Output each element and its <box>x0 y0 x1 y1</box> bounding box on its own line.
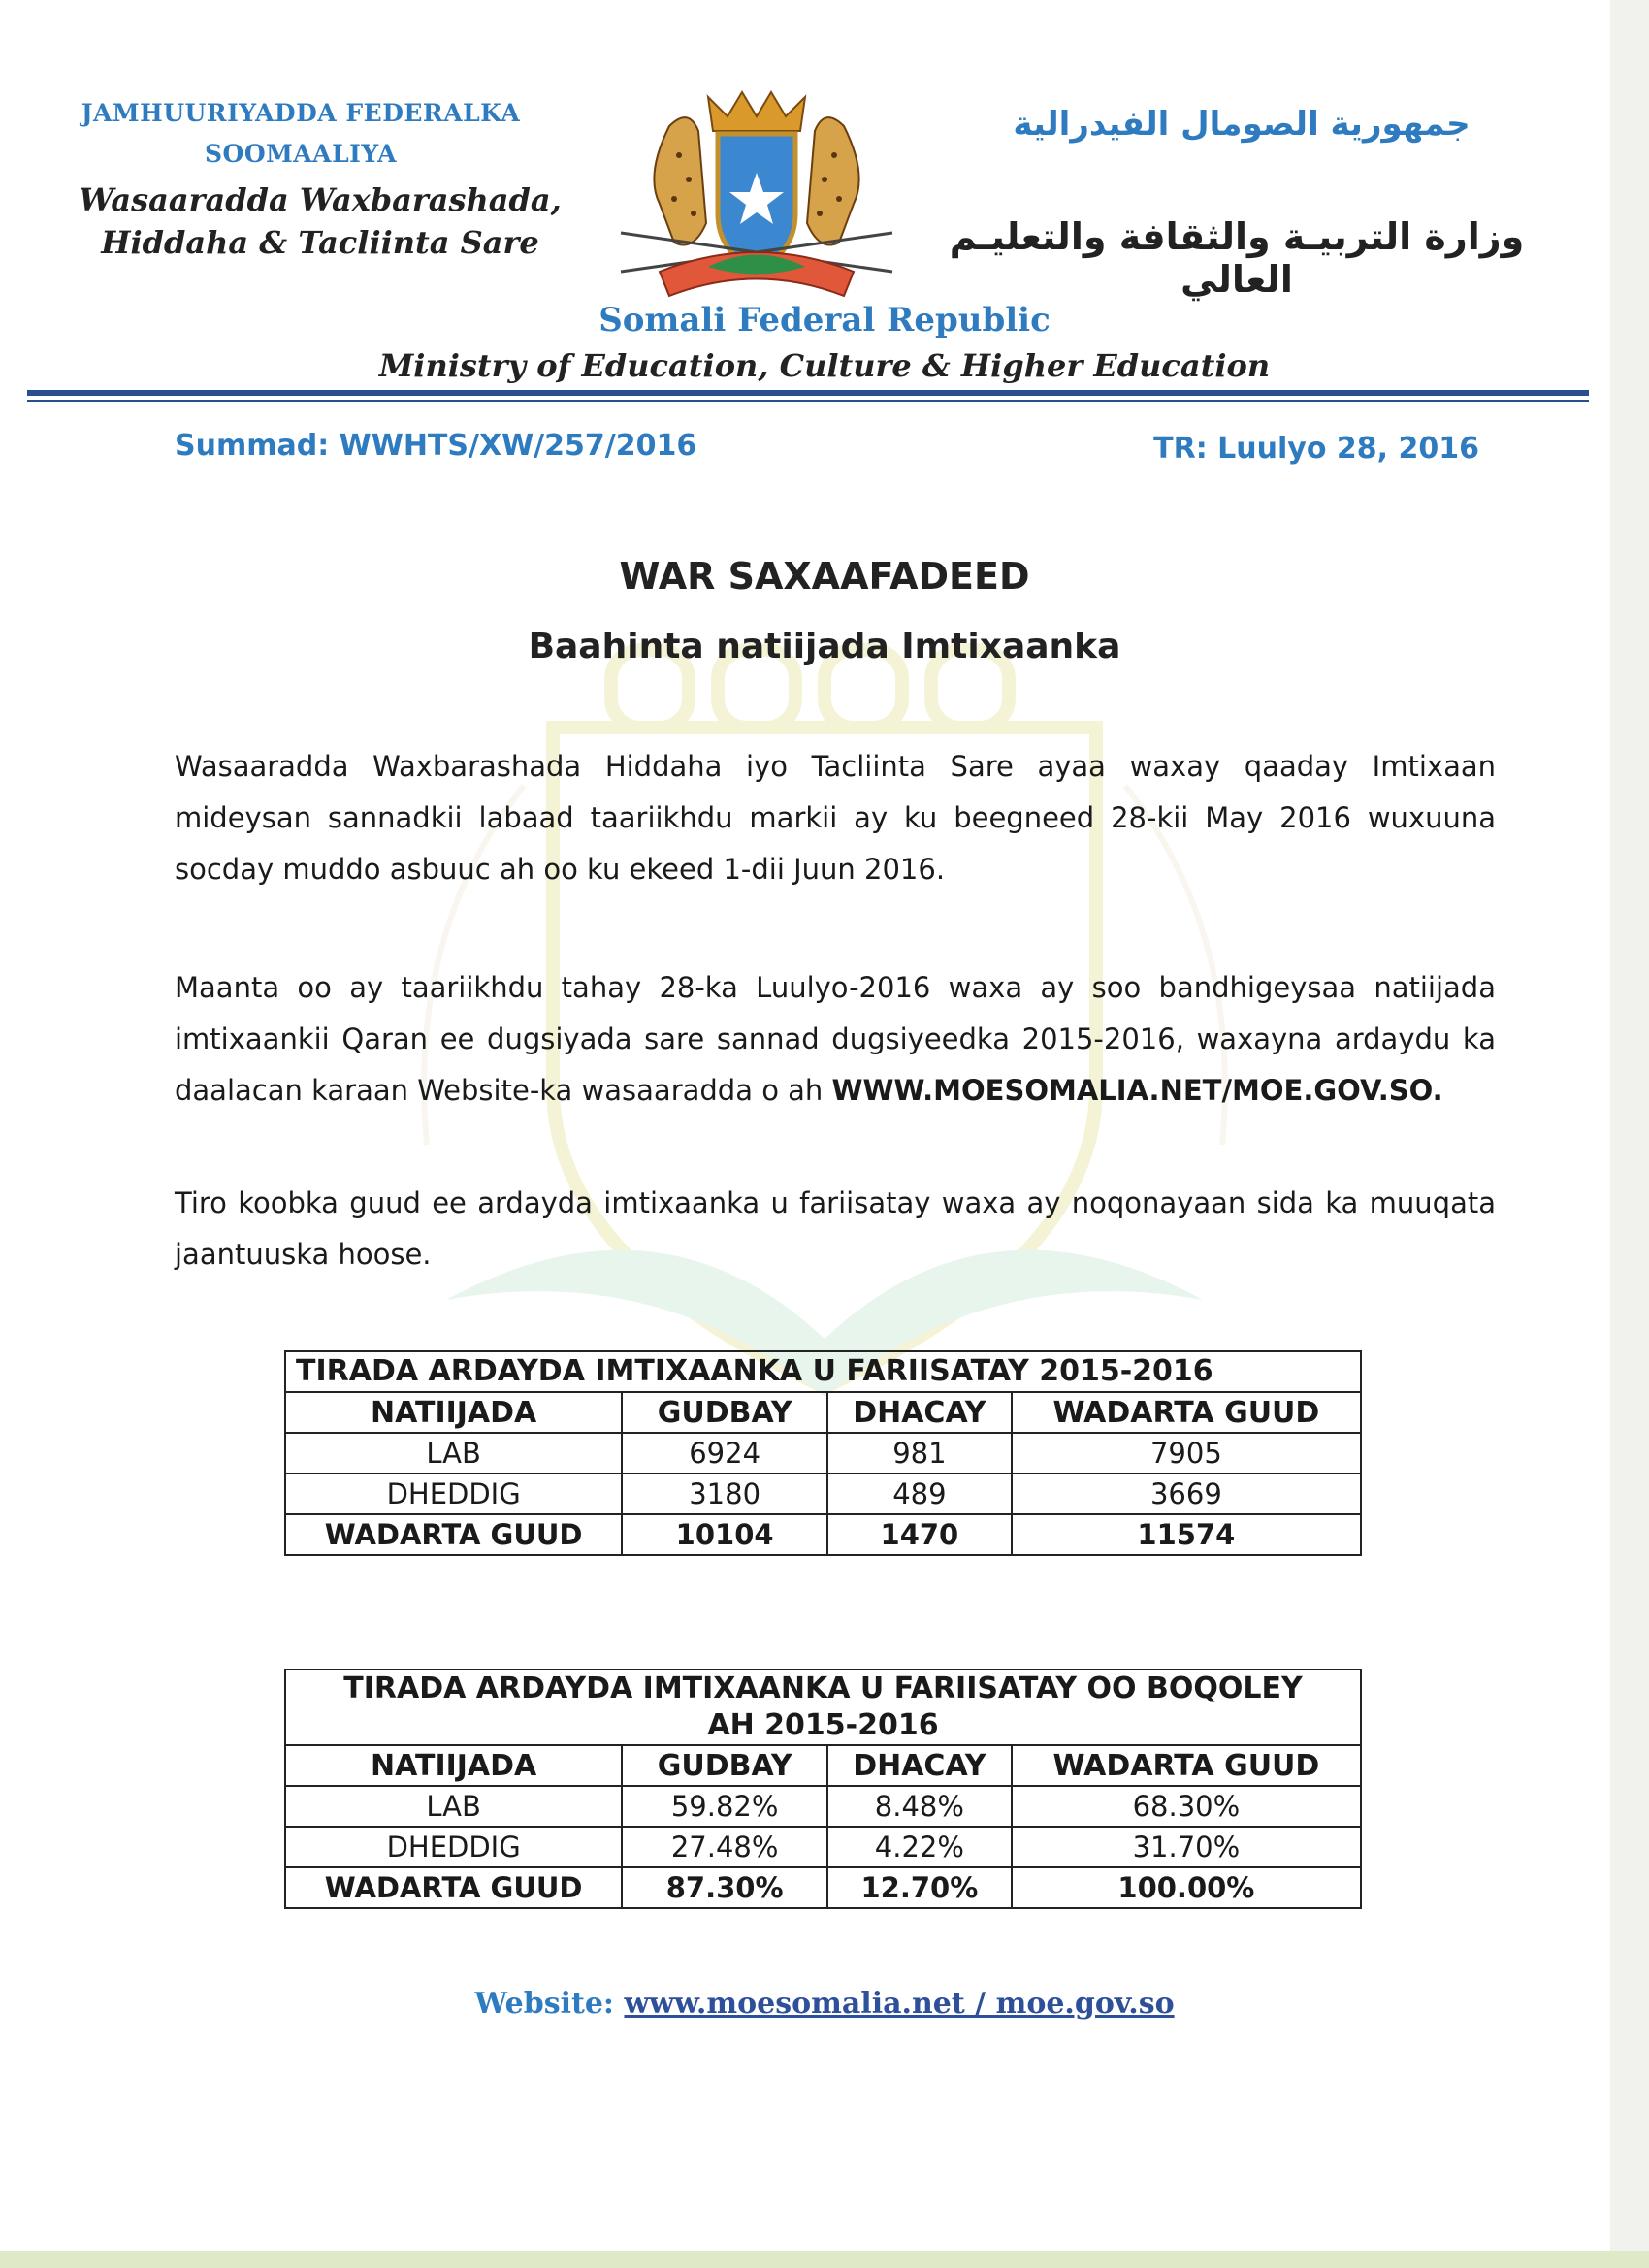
header-wadarta: WADARTA GUUD <box>1012 1745 1361 1786</box>
website-link[interactable]: www.moesomalia.net / moe.gov.so <box>624 1987 1175 2021</box>
row-label: WADARTA GUUD <box>285 1514 622 1555</box>
table-total-row <box>285 1514 1361 1555</box>
cell-gudbay: 10104 <box>622 1514 827 1555</box>
ministry-line-2: Hiddaha & Tacliinta Sare <box>101 224 539 261</box>
paragraph-3: Tiro koobka guud ee ardayda imtixaanka u fariisatay waxa ay noqonayaan sida ka muuqata jaantuuska hoose. <box>175 1186 1496 1271</box>
table-total-row <box>285 1867 1361 1908</box>
cell-gudbay: 6924 <box>622 1433 827 1474</box>
cell-wadarta: 100.00% <box>1012 1867 1361 1908</box>
letterhead-republic-english: Somali Federal Republic <box>598 301 1051 340</box>
country-line-1: JAMHUURIYADDA FEDERALKA <box>81 99 521 127</box>
letterhead-divider-thin <box>27 400 1589 402</box>
row-label: DHEDDIG <box>285 1474 622 1514</box>
header-gudbay: GUDBAY <box>622 1745 827 1786</box>
document-title: WAR SAXAAFADEED <box>619 555 1030 598</box>
paragraph-2-text: Maanta oo ay taariikhdu tahay 28-ka Luulyo-2016 waxa ay soo bandhigeysaa natiijada imtixaankii Qaran ee dugsiyada sare sannad dugsiyeedka 2015-2016, waxayna ardaydu ka daalacan karaan Website-ka wasaaradda o ah <box>175 971 1496 1107</box>
footer-website <box>291 1987 1358 2021</box>
ministry-line-1: Wasaaradda Waxbarashada, <box>79 181 562 218</box>
results-percentage-table <box>284 1669 1362 1909</box>
header-natiijada: NATIIJADA <box>285 1745 622 1786</box>
reference-number: Summad: WWHTS/XW/257/2016 <box>175 429 697 463</box>
header-wadarta: WADARTA GUUD <box>1012 1392 1361 1433</box>
country-line-2: SOOMAALIYA <box>205 140 397 168</box>
caption-line-2: AH 2015-2016 <box>707 1708 939 1742</box>
header-natiijada: NATIIJADA <box>285 1392 622 1433</box>
cell-dhacay: 8.48% <box>827 1786 1012 1827</box>
document-subtitle: Baahinta natiijada Imtixaanka <box>528 627 1121 666</box>
header-dhacay: DHACAY <box>827 1392 1012 1433</box>
table-row <box>285 1433 1361 1474</box>
row-label: LAB <box>285 1786 622 1827</box>
page-edge-bottom <box>0 2251 1649 2268</box>
row-label: LAB <box>285 1433 622 1474</box>
cell-wadarta: 68.30% <box>1012 1786 1361 1827</box>
page-edge <box>1610 0 1649 2268</box>
header-gudbay: GUDBAY <box>622 1392 827 1433</box>
table-caption <box>285 1669 1361 1745</box>
cell-gudbay: 3180 <box>622 1474 827 1514</box>
table-caption: TIRADA ARDAYDA IMTIXAANKA U FARIISATAY 2015-2016 <box>285 1351 1361 1392</box>
results-count-table <box>284 1350 1362 1556</box>
letterhead-ministry-arabic: وزارة التربيـة والثقافة والتعليـم العالي <box>949 215 1525 301</box>
cell-dhacay: 489 <box>827 1474 1012 1514</box>
paragraph-2-website: WWW.MOESOMALIA.NET/MOE.GOV.SO. <box>831 1074 1443 1107</box>
document-date: TR: Luulyo 28, 2016 <box>1153 432 1479 466</box>
cell-dhacay: 981 <box>827 1433 1012 1474</box>
row-label: DHEDDIG <box>285 1827 622 1867</box>
row-label: WADARTA GUUD <box>285 1867 622 1908</box>
letterhead-country-arabic: جمهورية الصومال الفيدرالية <box>1013 105 1471 144</box>
paragraph-1: Wasaaradda Waxbarashada Hiddaha iyo Tacliinta Sare ayaa waxay qaaday Imtixaan mideysan sannadkii labaad taariikhdu markii ay ku beegneed 28-kii May 2016 wuxuuna socday muddo asbuuc ah oo ku ekeed 1-dii Juun 2016. <box>175 750 1496 886</box>
letterhead-country-somali <box>58 93 543 175</box>
website-label: Website: <box>474 1987 615 2021</box>
table-row <box>285 1827 1361 1867</box>
cell-wadarta: 31.70% <box>1012 1827 1361 1867</box>
cell-wadarta: 3669 <box>1012 1474 1361 1514</box>
table-row <box>285 1474 1361 1514</box>
cell-gudbay: 87.30% <box>622 1867 827 1908</box>
header-dhacay: DHACAY <box>827 1745 1012 1786</box>
cell-gudbay: 27.48% <box>622 1827 827 1867</box>
table-row <box>285 1786 1361 1827</box>
paragraph-2 <box>175 962 1496 1117</box>
somalia-coat-of-arms-icon <box>601 87 912 310</box>
letterhead-ministry-english: Ministry of Education, Culture & Higher Education <box>378 347 1271 384</box>
cell-dhacay: 4.22% <box>827 1827 1012 1867</box>
letterhead-ministry-somali <box>58 178 582 264</box>
caption-line-1: TIRADA ARDAYDA IMTIXAANKA U FARIISATAY OO BOQOLEY <box>343 1671 1303 1705</box>
letterhead-divider <box>27 390 1589 396</box>
cell-wadarta: 11574 <box>1012 1514 1361 1555</box>
cell-dhacay: 12.70% <box>827 1867 1012 1908</box>
cell-dhacay: 1470 <box>827 1514 1012 1555</box>
cell-wadarta: 7905 <box>1012 1433 1361 1474</box>
cell-gudbay: 59.82% <box>622 1786 827 1827</box>
